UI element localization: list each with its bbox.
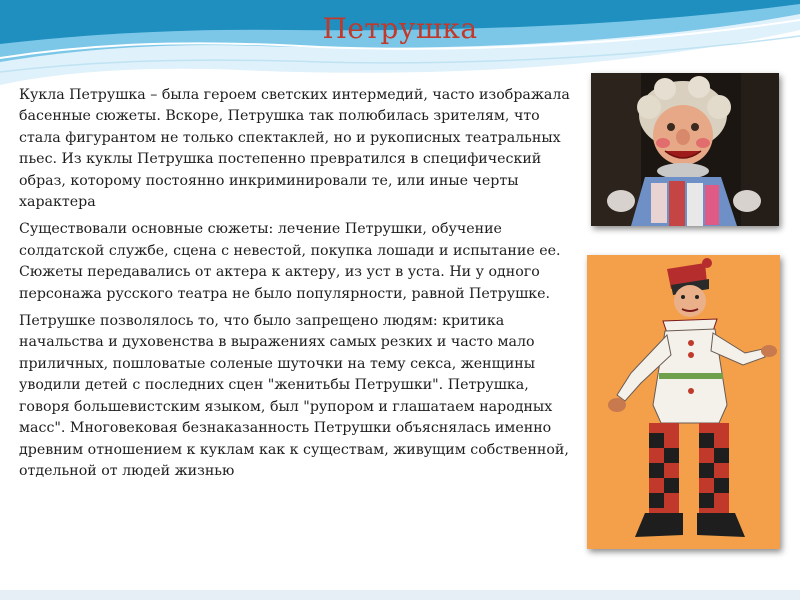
- puppet-photo-icon: [591, 73, 779, 226]
- paragraph-1-text: Кукла Петрушка – была героем светских интермедий, часто изображала басенные сюжеты. Вскоре, Петрушка так полюбилась зрителям, что стала фигурантом не только спектаклей, но и рукописных театральных пьес. Из куклы Петрушка постепенно превратился в специфический образ, которому постоянно инкриминировали те, или иные черты характера: [19, 87, 570, 211]
- paragraph-3-text: Петрушке позволялось то, что было запрещено людям: критика начальства и духовенства в выражениях самых резких и часто мало приличных, пошловатые соленые шуточки на тему секса, женщины уводили детей с последних сцен "женитьбы Петрушки". Петрушка, говоря большевистским языком, был "рупором и глашатаем народных масс". Многовековая безнаказанность Петрушки объяснялась именно древним отношением к куклам как к существам, живущим собственной, отдельной от людей жизнью: [19, 313, 569, 479]
- petrushka-drawing-icon: [587, 255, 780, 549]
- paragraph-2-text: Существовали основные сюжеты: лечение Петрушки, обучение солдатской службе, сцена с невестой, покупка лошади и испытание ее. Сюжеты передавались от актера к актеру, из уст в уста. Ни у одного персонажа русского театра не было популярности, равной Петрушке.: [19, 221, 561, 302]
- paragraph-3: [19, 311, 579, 482]
- drawing-photo: [587, 255, 780, 549]
- paragraph-2: [19, 219, 579, 305]
- slide-title: Петрушка: [322, 12, 478, 45]
- puppet-photo: [591, 73, 779, 226]
- footer-strip: [0, 590, 800, 600]
- paragraph-1: [19, 85, 579, 213]
- slide-text: [19, 85, 579, 488]
